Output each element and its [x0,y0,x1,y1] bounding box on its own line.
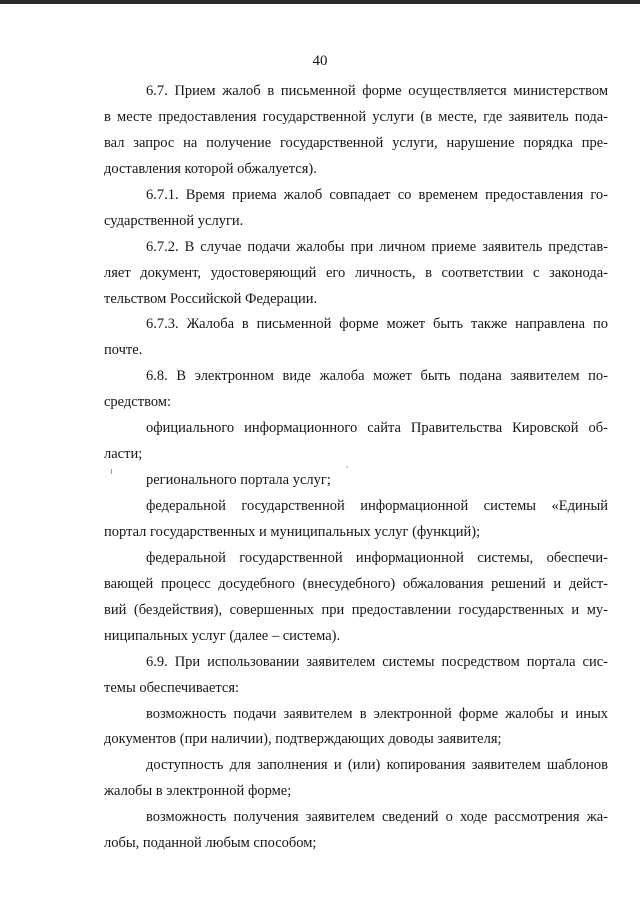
scan-artifact-dot [346,466,348,468]
text-line: 6.9. При использовании заявителем системы посредством портала сис- [146,653,608,670]
text-line: вающей процесс досудебного (внесудебного) обжалования решений и дейст- [104,575,608,592]
text-line: жалобы в электронной форме; [104,783,292,800]
document-body [104,79,608,857]
text-line: 6.8. В электронном виде жалоба может быть подана заявителем по- [146,368,608,385]
text-line: ляет документ, удостоверяющий его личность, в соответствии с законода- [104,264,608,281]
text-line: документов (при наличии), подтверждающих доводы заявителя; [104,731,502,748]
scan-top-border [0,0,640,4]
text-line: официального информационного сайта Правительства Кировской об- [146,420,608,437]
text-line: регионального портала услуг; [146,472,331,489]
text-line: федеральной государственной информационной системы, обеспечи- [146,549,608,566]
text-line: портал государственных и муниципальных услуг (функций); [104,523,481,540]
text-line: ниципальных услуг (далее – система). [104,627,341,644]
text-line: доставления которой обжалуется). [104,160,317,177]
text-line: лобы, поданной любым способом; [104,835,317,852]
text-line: федеральной государственной информационной системы «Единый [146,498,608,514]
text-line: средством: [104,394,172,411]
page-number: 40 [312,53,328,69]
text-line: возможность получения заявителем сведений о ходе рассмотрения жа- [146,809,608,826]
text-line: доступность для заполнения и (или) копирования заявителем шаблонов [146,757,608,774]
text-line: 6.7. Прием жалоб в письменной форме осуществляется министерством [146,83,608,99]
text-line: сударственной услуги. [104,212,244,229]
text-line: вал запрос на получение государственной услуги, нарушение порядка пре- [104,134,608,151]
text-line: возможность подачи заявителем в электронной форме жалобы и иных [146,705,608,722]
text-line: в месте предоставления государственной услуги (в месте, где заявитель пода- [104,108,608,125]
text-line: вий (бездействия), совершенных при предоставлении государственных и му- [104,601,608,618]
text-line: темы обеспечивается: [104,679,240,696]
text-line: 6.7.3. Жалоба в письменной форме может быть также направлена по [146,316,608,333]
text-line: почте. [104,342,143,359]
text-line: 6.7.1. Время приема жалоб совпадает со временем предоставления го- [146,186,608,203]
scan-artifact-mark [111,469,112,474]
text-line: ласти; [104,446,143,463]
text-line: тельством Российской Федерации. [104,290,318,307]
text-line: 6.7.2. В случае подачи жалобы при личном приеме заявитель представ- [146,238,608,255]
